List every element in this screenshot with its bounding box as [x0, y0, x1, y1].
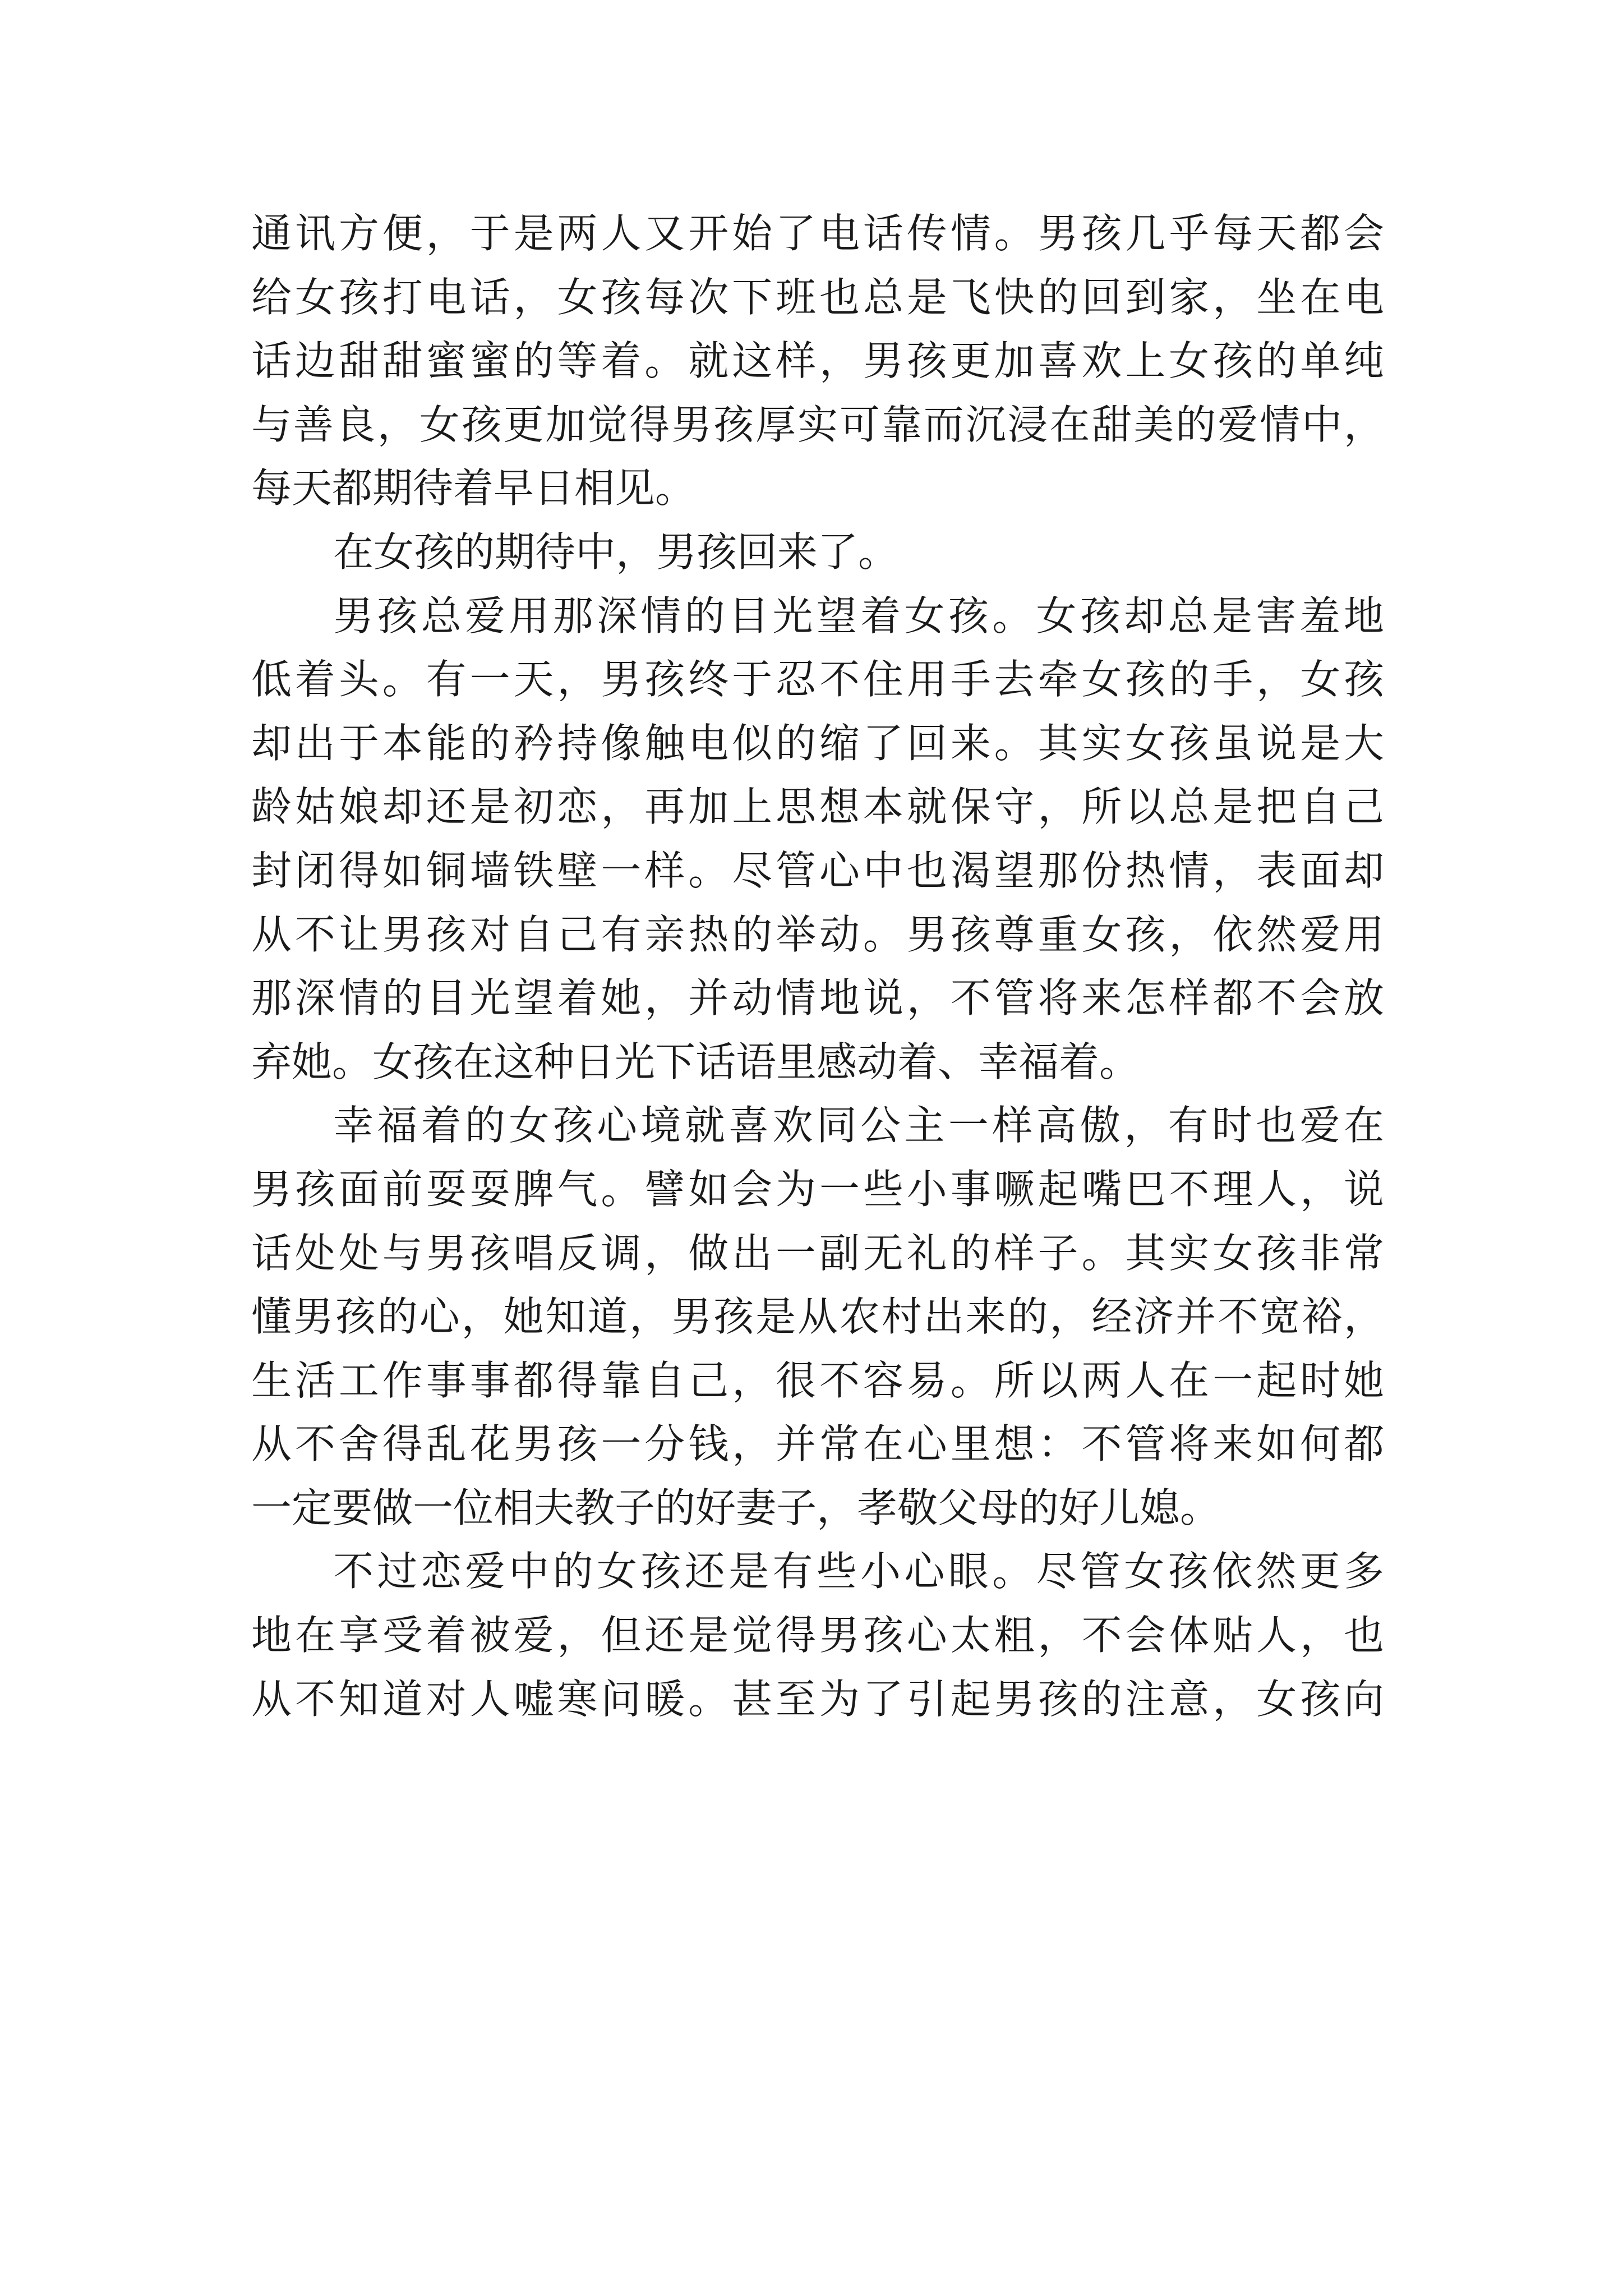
text-line: 给女孩打电话，女孩每次下班也总是飞快的回到家，坐在电	[251, 273, 1384, 321]
text-line: 不过恋爱中的女孩还是有些小心眼。尽管女孩依然更多	[333, 1548, 1384, 1595]
text-line: 低着头。有一天，男孩终于忍不住用手去牵女孩的手，女孩	[251, 656, 1384, 703]
text-line: 地在享受着被爱，但还是觉得男孩心太粗，不会体贴人，也	[251, 1612, 1384, 1659]
text-line: 弃她。女孩在这种日光下话语里感动着、幸福着。	[251, 1038, 1140, 1085]
text-line: 话边甜甜蜜蜜的等着。就这样，男孩更加喜欢上女孩的单纯	[251, 337, 1384, 385]
text-line: 幸福着的女孩心境就喜欢同公主一样高傲，有时也爱在	[333, 1102, 1384, 1149]
text-line: 龄姑娘却还是初恋，再加上思想本就保守，所以总是把自己	[251, 783, 1384, 831]
body-text	[251, 202, 1384, 1731]
text-line: 却出于本能的矜持像触电似的缩了回来。其实女孩虽说是大	[251, 719, 1384, 767]
text-line: 男孩总爱用那深情的目光望着女孩。女孩却总是害羞地	[333, 592, 1384, 639]
text-line: 封闭得如铜墙铁壁一样。尽管心中也渴望那份热情，表面却	[251, 846, 1384, 894]
text-line: 在女孩的期待中，男孩回来了。	[333, 528, 899, 576]
text-line: 一定要做一位相夫教子的好妻子，孝敬父母的好儿媳。	[251, 1484, 1221, 1531]
text-line: 通讯方便，于是两人又开始了电话传情。男孩几乎每天都会	[251, 210, 1384, 257]
text-line: 话处处与男孩唱反调，做出一副无礼的样子。其实女孩非常	[251, 1229, 1384, 1277]
text-line: 从不舍得乱花男孩一分钱，并常在心里想：不管将来如何都	[251, 1420, 1384, 1468]
text-line: 男孩面前耍耍脾气。譬如会为一些小事噘起嘴巴不理人，说	[251, 1165, 1384, 1213]
text-line: 那深情的目光望着她，并动情地说，不管将来怎样都不会放	[251, 974, 1384, 1022]
text-line: 懂男孩的心，她知道，男孩是从农村出来的，经济并不宽裕，	[251, 1293, 1384, 1341]
text-line: 从不知道对人嘘寒问暖。甚至为了引起男孩的注意，女孩向	[251, 1675, 1384, 1723]
text-line: 每天都期待着早日相见。	[251, 464, 696, 512]
text-line: 与善良，女孩更加觉得男孩厚实可靠而沉浸在甜美的爱情中，	[251, 401, 1384, 448]
text-line: 生活工作事事都得靠自己，很不容易。所以两人在一起时她	[251, 1356, 1384, 1404]
text-line: 从不让男孩对自己有亲热的举动。男孩尊重女孩，依然爱用	[251, 910, 1384, 958]
